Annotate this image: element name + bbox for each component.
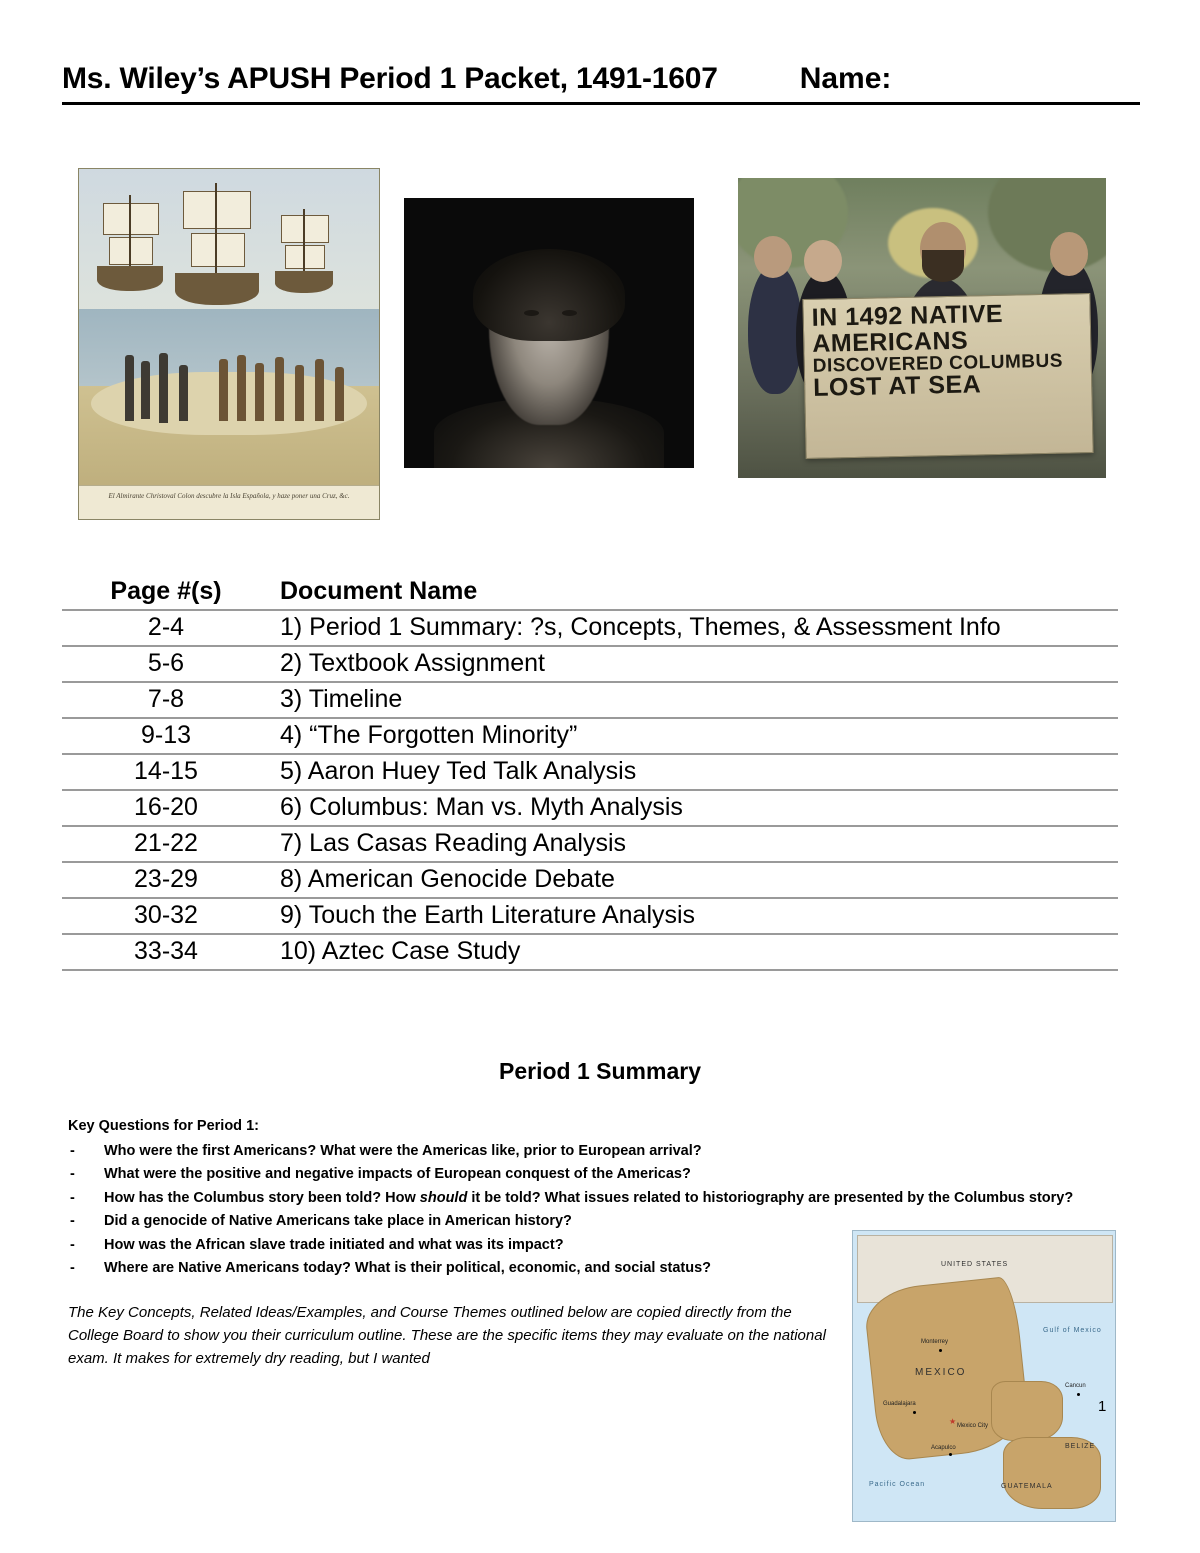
cell-pages: 16-20 (62, 790, 270, 826)
list-item (68, 1140, 1088, 1163)
engraving-caption: El Almirante Christoval Colon descubre la Isla Española, y haze poner una Cruz, &c. (79, 485, 379, 519)
cell-pages: 33-34 (62, 934, 270, 970)
name-field-label: Name: (799, 62, 892, 95)
dash-bullet: - (70, 1189, 75, 1206)
protest-sign (802, 293, 1093, 459)
cell-pages: 30-32 (62, 898, 270, 934)
dash-bullet: - (70, 1236, 75, 1253)
section-title: Period 1 Summary (499, 1058, 701, 1084)
cell-pages: 21-22 (62, 826, 270, 862)
list-item (68, 1187, 1088, 1210)
table-header-row (62, 575, 1118, 610)
dash-bullet: - (70, 1260, 75, 1277)
mexico-central-america-map: UNITED STATES MEXICO GUATEMALA BELIZE Gulf of Mexico Pacific Ocean Monterrey Guadalajara ★ Mexico City Acapulco Cancun (852, 1230, 1116, 1522)
cell-document: 6) Columbus: Man vs. Myth Analysis (270, 790, 1118, 826)
cell-pages: 9-13 (62, 718, 270, 754)
column-header-pages: Page #(s) (62, 575, 270, 610)
cell-document: 7) Las Casas Reading Analysis (270, 826, 1118, 862)
map-city-monterrey: Monterrey (921, 1339, 949, 1345)
list-item-text: How has the Columbus story been told? How should it be told? What issues related to historiography are presented by the Columbus story? (104, 1189, 1074, 1206)
table-row (62, 934, 1118, 970)
dash-bullet: - (70, 1166, 75, 1183)
cell-document: 3) Timeline (270, 682, 1118, 718)
map-region-yucatan (991, 1381, 1063, 1441)
image-row (62, 168, 1140, 518)
cell-pages: 23-29 (62, 862, 270, 898)
cell-pages: 2-4 (62, 610, 270, 646)
map-city-guadalajara: Guadalajara (883, 1401, 916, 1407)
cell-document: 10) Aztec Case Study (270, 934, 1118, 970)
intro-paragraph: The Key Concepts, Related Ideas/Examples, and Course Themes outlined below are copied directly from the College Board to show you their curriculum outline. These are the specific items they may evaluate on the national exam. It makes for extremely dry reading, but I wanted (68, 1303, 826, 1368)
table-row (62, 898, 1118, 934)
column-header-document: Document Name (270, 575, 1118, 610)
list-item-text: What were the positive and negative impacts of European conquest of the Americas? (104, 1166, 691, 1183)
columbus-landing-engraving (78, 168, 380, 520)
sign-line-3: DISCOVERED COLUMBUS (812, 350, 1064, 377)
protest-sign-photo (738, 178, 1106, 478)
table-row (62, 718, 1118, 754)
map-label-mexico: MEXICO (915, 1367, 967, 1378)
sign-line-4: LOST AT SEA (812, 370, 982, 403)
table-row (62, 790, 1118, 826)
cell-document: 5) Aaron Huey Ted Talk Analysis (270, 754, 1118, 790)
cell-document: 2) Textbook Assignment (270, 646, 1118, 682)
map-city-acapulco: Acapulco (931, 1445, 956, 1451)
cell-pages: 5-6 (62, 646, 270, 682)
cell-pages: 7-8 (62, 682, 270, 718)
table-row (62, 862, 1118, 898)
cell-document: 9) Touch the Earth Literature Analysis (270, 898, 1118, 934)
list-item-text: How was the African slave trade initiated and what was its impact? (104, 1236, 564, 1253)
sign-line-1: IN 1492 NATIVE (811, 299, 1004, 332)
list-item (68, 1163, 1088, 1186)
dash-bullet: - (70, 1213, 75, 1230)
map-label-guatemala: GUATEMALA (1001, 1483, 1053, 1490)
page-header (62, 62, 1140, 105)
cell-document: 8) American Genocide Debate (270, 862, 1118, 898)
table-row (62, 646, 1118, 682)
page-number: 1 (1098, 1398, 1107, 1415)
table-of-contents (62, 575, 1118, 971)
key-questions-label: Key Questions for Period 1: (68, 1118, 259, 1134)
map-city-cancun: Cancun (1065, 1383, 1086, 1389)
table-row (62, 682, 1118, 718)
list-item-text: Where are Native Americans today? What is their political, economic, and social status? (104, 1260, 712, 1277)
map-city-mexico-city: Mexico City (957, 1423, 989, 1429)
map-label-united-states: UNITED STATES (941, 1261, 1009, 1268)
map-label-gulf-of-mexico: Gulf of Mexico (1043, 1327, 1102, 1334)
map-label-belize: BELIZE (1065, 1443, 1096, 1450)
map-label-pacific-ocean: Pacific Ocean (869, 1481, 926, 1488)
dash-bullet: - (70, 1143, 75, 1159)
table-row (62, 754, 1118, 790)
list-item-text: Who were the first Americans? What were the Americas like, prior to European arrival? (104, 1143, 702, 1159)
cell-document: 1) Period 1 Summary: ?s, Concepts, Themes, & Assessment Info (270, 610, 1118, 646)
table-row (62, 826, 1118, 862)
sign-line-2: AMERICANS (811, 326, 969, 358)
native-american-elder-portrait (404, 198, 694, 468)
page-title: Ms. Wiley’s APUSH Period 1 Packet, 1491-1607 (62, 62, 718, 95)
cell-pages: 14-15 (62, 754, 270, 790)
cell-document: 4) “The Forgotten Minority” (270, 718, 1118, 754)
list-item-text: Did a genocide of Native Americans take place in American history? (104, 1213, 572, 1230)
table-row (62, 610, 1118, 646)
